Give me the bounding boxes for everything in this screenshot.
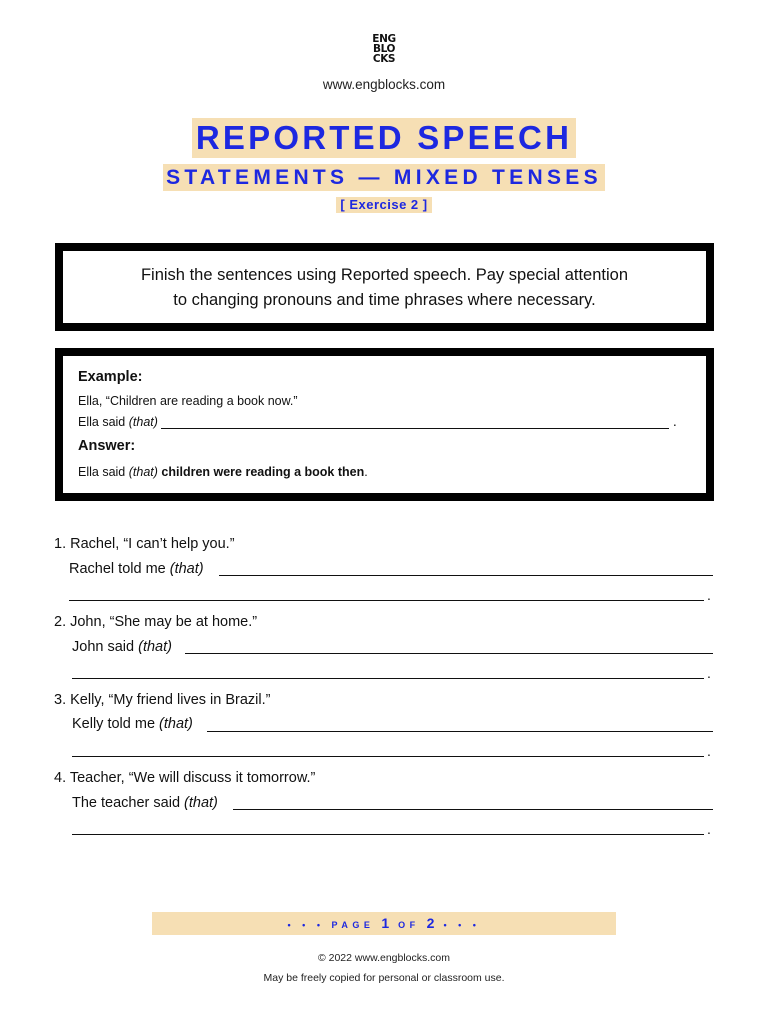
engblocks-logo xyxy=(366,34,402,64)
page-post: • • • xyxy=(443,920,481,930)
page-title: REPORTED SPEECH xyxy=(192,118,576,158)
question-1-period: . xyxy=(707,587,711,603)
example-prompt-that: (that) xyxy=(128,415,158,429)
page-total: 2 xyxy=(426,915,437,931)
question-3-prompt-text: Kelly told me xyxy=(72,716,156,732)
question-2-period: . xyxy=(707,665,711,681)
question-2-quote: 2. John, “She may be at home.” xyxy=(54,614,258,630)
question-4-quote: 4. Teacher, “We will discuss it tomorrow.” xyxy=(54,770,316,786)
question-3-quote: 3. Kelly, “My friend lives in Brazil.” xyxy=(54,692,271,708)
logo-line-3: CKS xyxy=(372,53,396,65)
answer-bold: children were reading a book then xyxy=(161,465,365,479)
question-1-that: (that) xyxy=(169,561,204,577)
question-4-answer-line-1[interactable] xyxy=(233,809,713,810)
page-pre: • • • PAGE xyxy=(287,920,375,930)
question-1-prompt xyxy=(69,561,204,577)
answer-end: . xyxy=(364,465,368,479)
question-3-prompt xyxy=(72,716,193,732)
question-1-answer-line-1[interactable] xyxy=(219,575,713,576)
question-4-that: (that) xyxy=(184,795,218,811)
answer-that: (that) xyxy=(128,465,158,479)
instructions-text xyxy=(63,263,706,313)
instructions-line-2: to changing pronouns and time phrases where necessary. xyxy=(173,291,596,309)
question-2-prompt-text: John said xyxy=(72,639,135,655)
question-1-quote: 1. Rachel, “I can’t help you.” xyxy=(54,536,235,552)
example-period: . xyxy=(672,413,677,429)
logo-line-2: BLO xyxy=(372,43,396,55)
instructions-box xyxy=(55,243,714,331)
question-2-that: (that) xyxy=(138,639,172,655)
example-prompt-start: Ella said xyxy=(78,415,126,429)
question-4-prompt-text: The teacher said xyxy=(72,795,181,811)
page-of: OF xyxy=(398,920,420,930)
question-4-period: . xyxy=(707,821,711,837)
license-text: May be freely copied for personal or classroom use. xyxy=(263,972,505,984)
question-2-answer-line-2[interactable] xyxy=(72,678,704,679)
exercise-row xyxy=(0,196,768,214)
question-3-that: (that) xyxy=(159,716,193,732)
logo-line-1: ENG xyxy=(372,33,396,45)
page-subtitle: STATEMENTS — MIXED TENSES xyxy=(163,164,605,191)
question-3-answer-line-1[interactable] xyxy=(207,731,713,732)
question-3-period: . xyxy=(707,743,711,759)
subtitle-row xyxy=(0,164,768,191)
instructions-line-1: Finish the sentences using Reported speech. Pay special attention xyxy=(140,266,629,284)
example-answer xyxy=(78,465,368,479)
question-1-prompt-text: Rachel told me xyxy=(69,561,166,577)
page-number: 1 xyxy=(381,915,392,931)
question-2-answer-line-1[interactable] xyxy=(185,653,713,654)
website-url[interactable]: www.engblocks.com xyxy=(322,77,446,92)
question-2-prompt xyxy=(72,639,172,655)
question-3-answer-line-2[interactable] xyxy=(72,756,704,757)
exercise-label: [ Exercise 2 ] xyxy=(336,197,431,213)
example-quote: Ella, “Children are reading a book now.” xyxy=(78,394,298,408)
copyright-text: © 2022 www.engblocks.com xyxy=(317,952,451,964)
example-prompt xyxy=(78,413,698,429)
example-box xyxy=(55,348,714,501)
example-answer-line[interactable] xyxy=(161,416,669,429)
question-4-prompt xyxy=(72,795,218,811)
title-row xyxy=(0,118,768,158)
question-4-answer-line-2[interactable] xyxy=(72,834,704,835)
question-1-answer-line-2[interactable] xyxy=(69,600,704,601)
answer-label: Answer: xyxy=(78,438,136,454)
example-label: Example: xyxy=(78,369,143,385)
page-indicator xyxy=(152,912,616,935)
answer-start: Ella said xyxy=(78,465,126,479)
